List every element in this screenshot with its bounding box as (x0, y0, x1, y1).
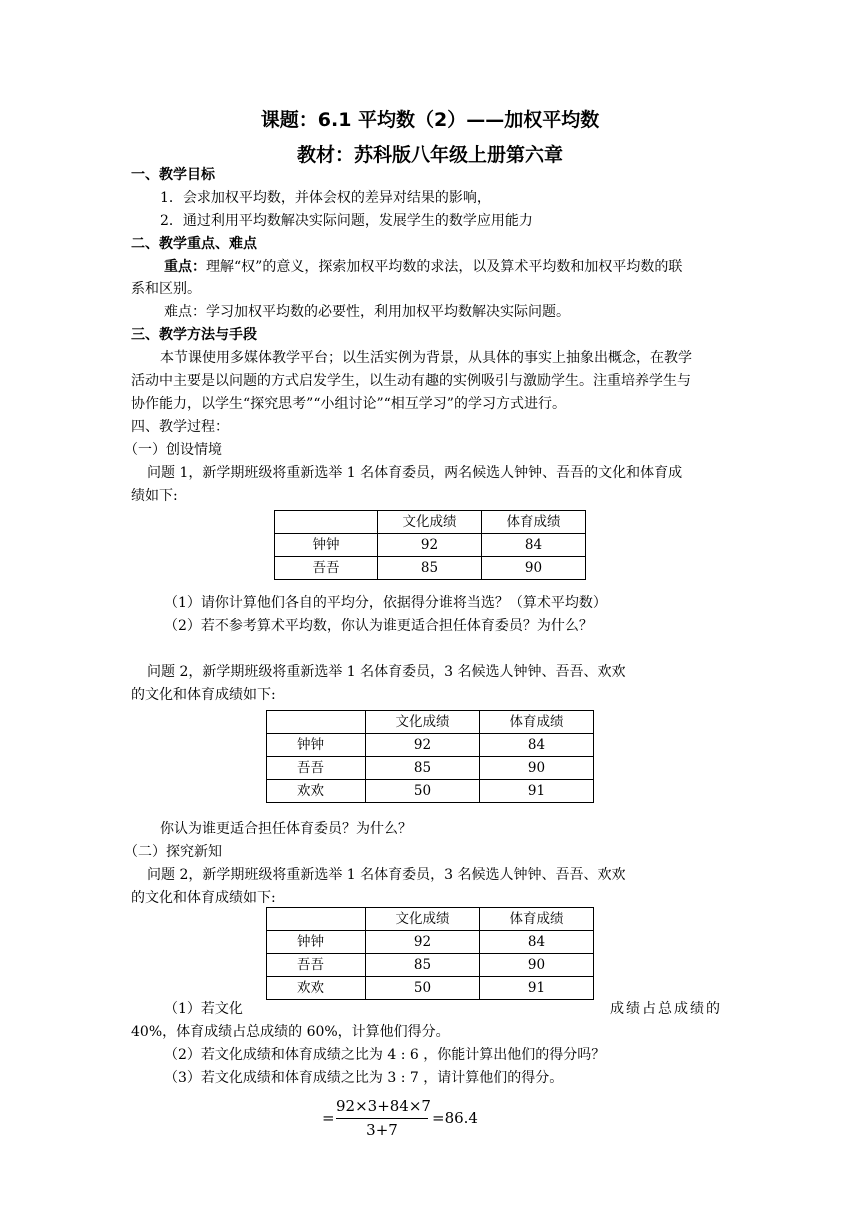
objective-item-1: 1．会求加权平均数，并体会权的差异对结果的影响， (160, 190, 491, 206)
question2-ask: 你认为谁更适合担任体育委员？为什么？ (160, 821, 412, 837)
objective-item-2: 2．通过利用平均数解决实际问题，发展学生的数学应用能力 (160, 213, 533, 229)
question3-line-2: 的文化和体育成绩如下: (131, 890, 276, 906)
culture-score-cell: 85 (378, 557, 482, 580)
question3-line-1: 问题 2，新学期班级将重新选举 1 名体育委员，3 名候选人钟钟、吾吾、欢欢 (147, 867, 626, 883)
methods-line-2: 活动中主要是以问题的方式启发学生，以生动有趣的实例吸引与激励学生。注重培养学生与 (131, 373, 691, 389)
culture-score-cell: 92 (366, 734, 480, 757)
student-name-cell: 吾吾 (275, 557, 378, 580)
part3-text: （3）若文化成绩和体育成绩之比为 3 : 7 ，请计算他们的得分。 (164, 1070, 564, 1086)
question1-line-2: 绩如下: (131, 488, 178, 504)
table-row (267, 977, 594, 1000)
difficulty-point: 难点：学习加权平均数的必要性，利用加权平均数解决实际问题。 (164, 304, 570, 320)
score-table-3 (266, 907, 594, 1000)
subsection-scenario: （一）创设情境 (124, 442, 222, 458)
question2-line-2: 的文化和体育成绩如下: (131, 687, 276, 703)
student-name-cell: 吾吾 (267, 954, 366, 977)
key-point-label: 重点： (164, 259, 206, 275)
table-header-cell: 体育成绩 (480, 711, 594, 734)
pe-score-cell: 84 (480, 734, 594, 757)
part1-text-line-2: 40%，体育成绩占总成绩的 60%，计算他们得分。 (131, 1024, 450, 1040)
table-header-cell: 文化成绩 (378, 511, 482, 534)
pe-score-cell: 90 (482, 557, 586, 580)
table-header-row (267, 908, 594, 931)
subsection-explore: （二）探究新知 (124, 844, 222, 860)
pe-score-cell: 84 (480, 931, 594, 954)
culture-score-cell: 50 (366, 780, 480, 803)
culture-score-cell: 85 (366, 954, 480, 977)
pe-score-cell: 91 (480, 977, 594, 1000)
table-header-cell: 文化成绩 (366, 711, 480, 734)
section-process-heading: 四、教学过程： (131, 419, 229, 435)
textbook-title: 教材：苏科版八年级上册第六章 (296, 144, 563, 166)
culture-score-cell: 92 (378, 534, 482, 557)
table-row (267, 954, 594, 977)
score-table-2 (266, 710, 594, 803)
culture-score-cell: 50 (366, 977, 480, 1000)
methods-line-1: 本节课使用多媒体教学平台；以生活实例为背景，从具体的事实上抽象出概念，在教学 (160, 350, 692, 366)
question1-part-2: （2）若不参考算术平均数，你认为谁更适合担任体育委员？为什么？ (164, 618, 593, 634)
student-name-cell: 吾吾 (267, 757, 366, 780)
student-name-cell: 钟钟 (275, 534, 378, 557)
section-methods-heading: 三、教学方法与手段 (131, 327, 257, 343)
lesson-title: 课题：6.1 平均数（2）——加权平均数 (260, 109, 600, 131)
question1-line-1: 问题 1，新学期班级将重新选举 1 名体育委员，两名候选人钟钟、吾吾的文化和体育成 (147, 465, 683, 481)
formula-result: =86.4 (432, 1109, 478, 1127)
student-name-cell: 钟钟 (267, 931, 366, 954)
part1-text-right: 成绩占总成绩的 (610, 1001, 722, 1017)
pe-score-cell: 91 (480, 780, 594, 803)
table-header-cell: 文化成绩 (366, 908, 480, 931)
score-table-1 (274, 510, 586, 580)
table-row (267, 734, 594, 757)
table-row (267, 757, 594, 780)
key-point-line-1 (164, 258, 682, 276)
table-header-row (267, 711, 594, 734)
table-row (267, 780, 594, 803)
table-header-cell: 体育成绩 (482, 511, 586, 534)
pe-score-cell: 84 (482, 534, 586, 557)
pe-score-cell: 90 (480, 954, 594, 977)
key-point-line-2: 系和区别。 (131, 281, 201, 297)
formula-denominator: 3+7 (366, 1121, 398, 1139)
section-objectives-heading: 一、教学目标 (131, 167, 215, 183)
table-header-cell (267, 711, 366, 734)
key-point-text: 理解“权”的意义，探索加权平均数的求法，以及算术平均数和加权平均数的联 (206, 259, 683, 275)
student-name-cell: 欢欢 (267, 780, 366, 803)
table-row (275, 534, 586, 557)
fraction-bar (336, 1118, 428, 1119)
table-header-cell (275, 511, 378, 534)
table-row (275, 557, 586, 580)
table-header-row (275, 511, 586, 534)
methods-line-3: 协作能力，以学生“探究思考”“小组讨论”“相互学习”的学习方式进行。 (131, 396, 566, 412)
table-header-cell (267, 908, 366, 931)
student-name-cell: 欢欢 (267, 977, 366, 1000)
student-name-cell: 钟钟 (267, 734, 366, 757)
part2-text: （2）若文化成绩和体育成绩之比为 4 : 6 ，你能计算出他们的得分吗？ (164, 1047, 606, 1063)
question2-line-1: 问题 2，新学期班级将重新选举 1 名体育委员，3 名候选人钟钟、吾吾、欢欢 (147, 664, 626, 680)
section-keypoints-heading: 二、教学重点、难点 (131, 236, 257, 252)
table-header-cell: 体育成绩 (480, 908, 594, 931)
culture-score-cell: 92 (366, 931, 480, 954)
table-row (267, 931, 594, 954)
culture-score-cell: 85 (366, 757, 480, 780)
formula-numerator: 92×3+84×7 (336, 1097, 431, 1115)
part1-text-left: （1）若文化 (164, 1001, 243, 1017)
formula-equals: = (322, 1109, 335, 1127)
question1-part-1: （1）请你计算他们各自的平均分，依据得分谁将当选？（算术平均数） (164, 595, 607, 611)
pe-score-cell: 90 (480, 757, 594, 780)
